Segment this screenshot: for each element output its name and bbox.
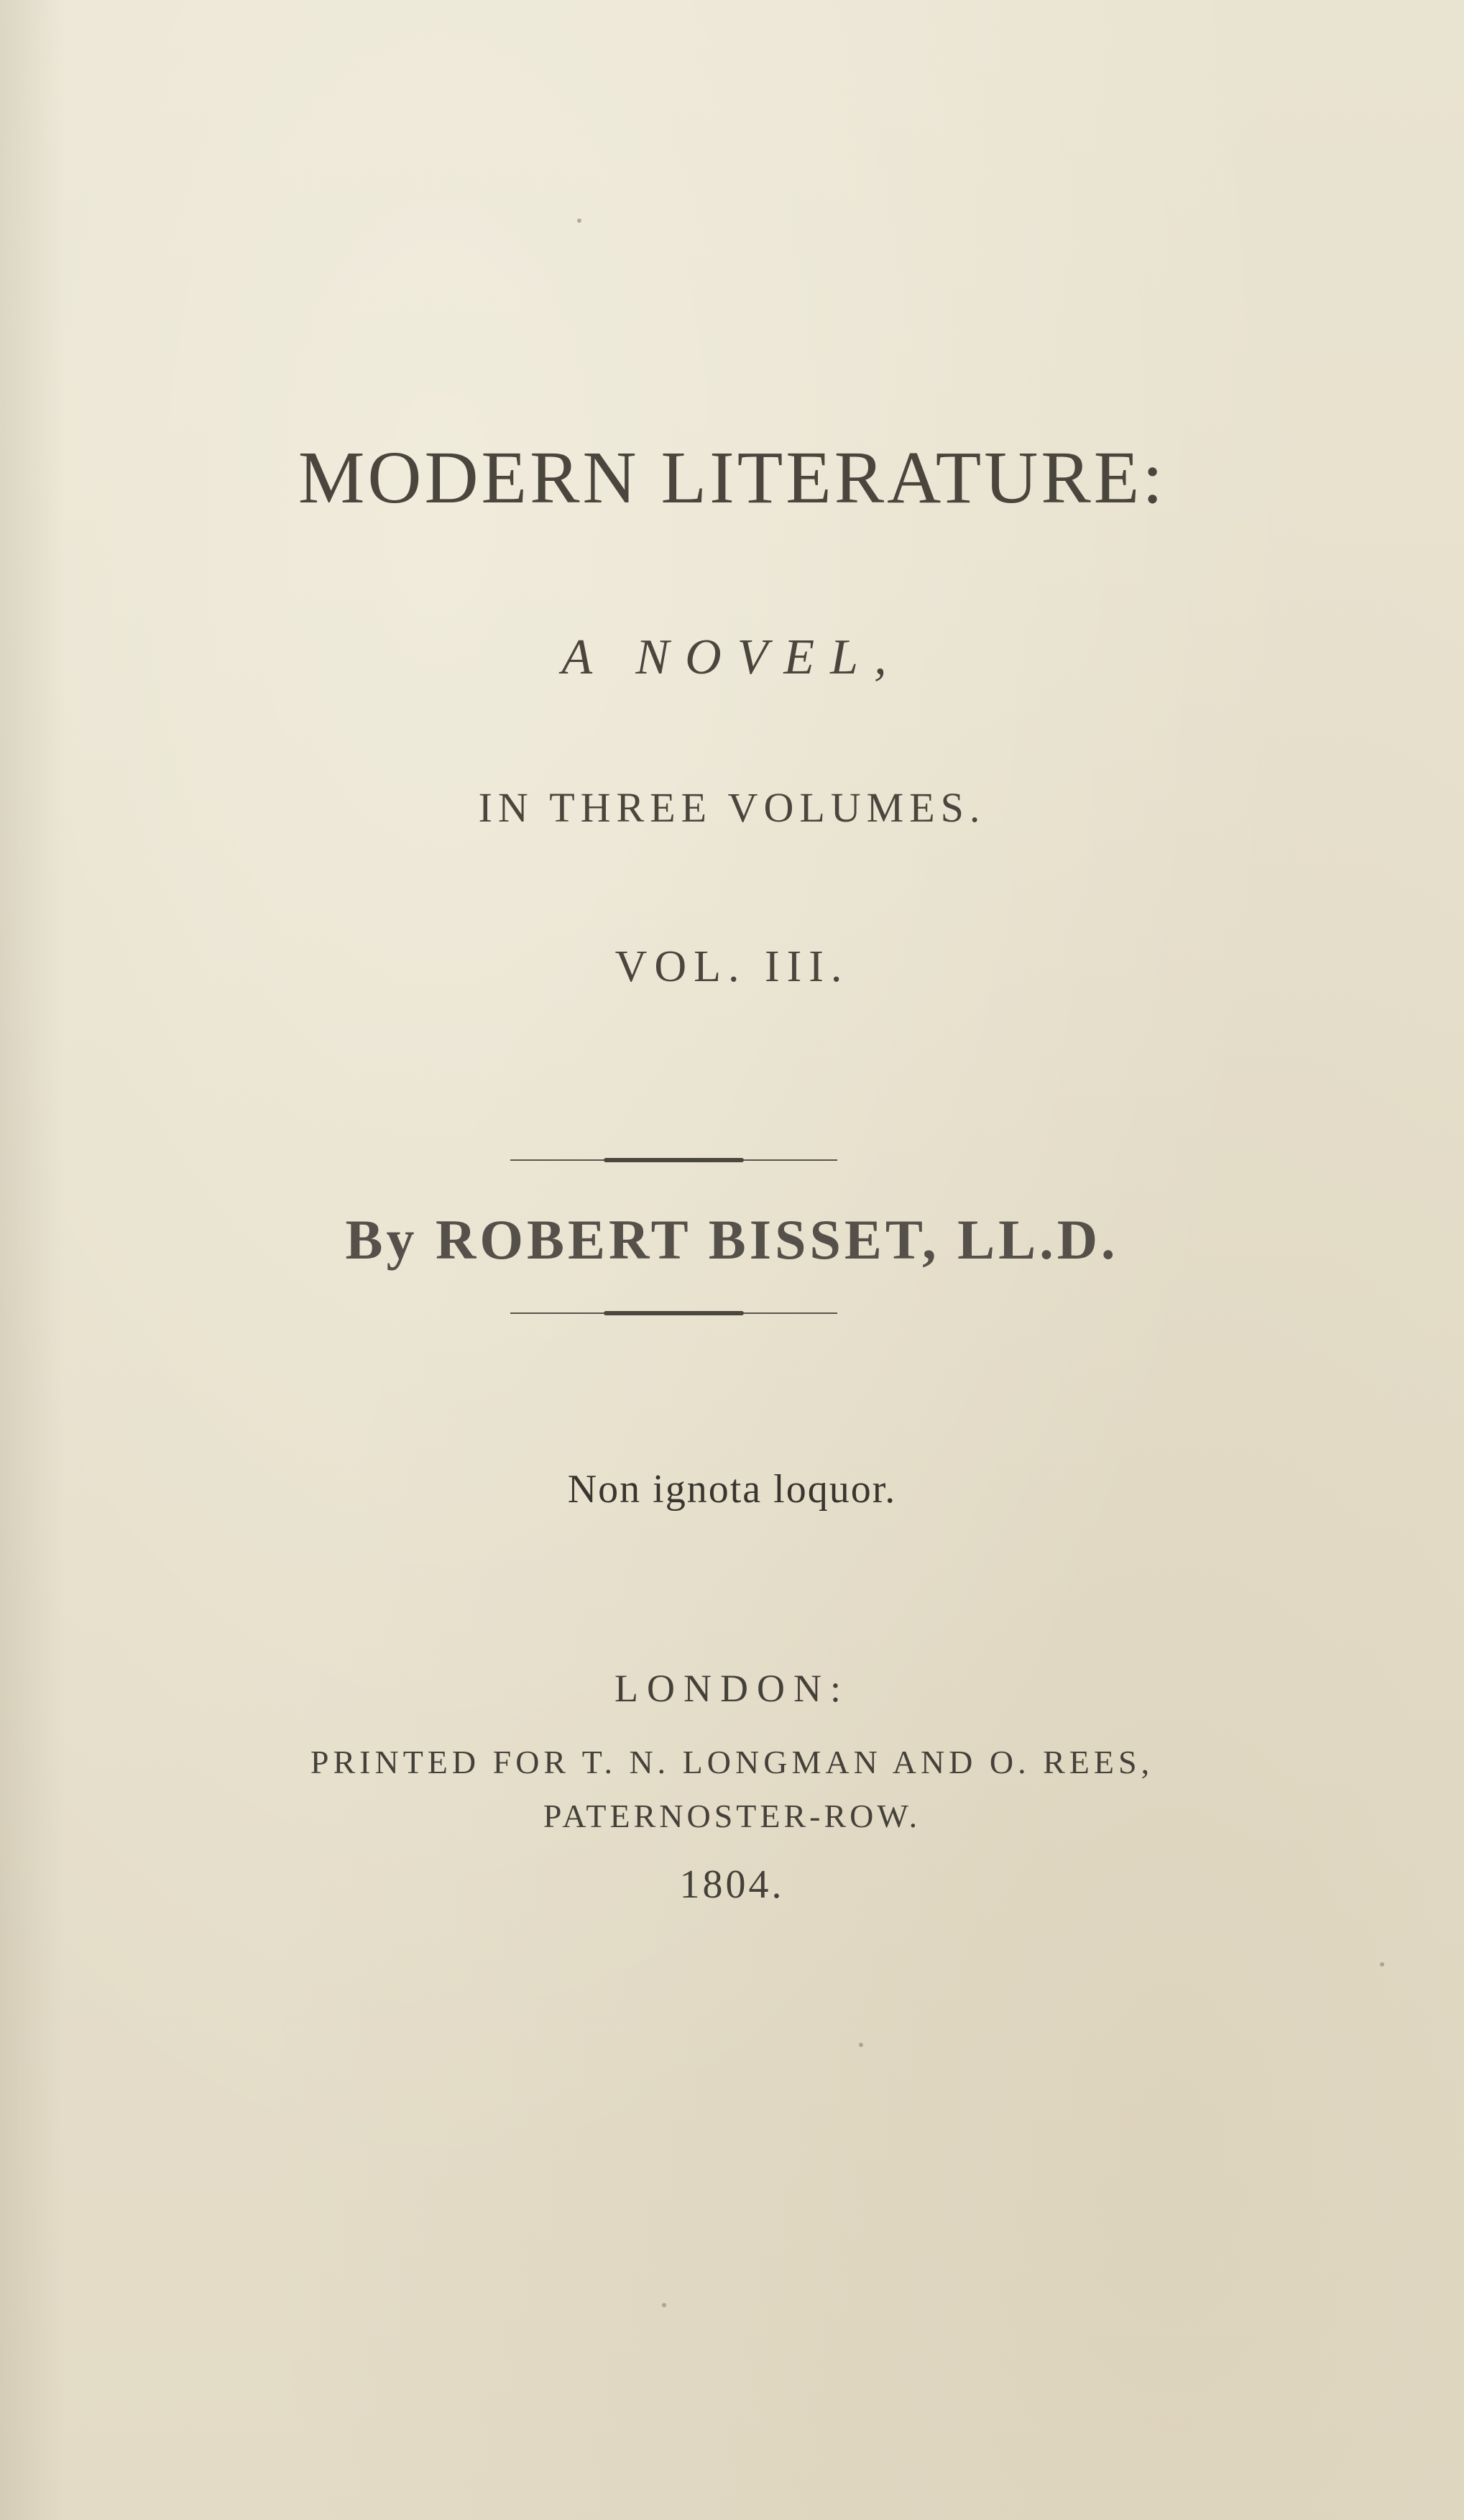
imprint-place: LONDON:: [614, 1667, 850, 1710]
book-subtitle: A NOVEL,: [561, 630, 903, 685]
paper-speck: [859, 2043, 863, 2047]
imprint-year: 1804.: [679, 1862, 785, 1907]
rule-thick-line: [604, 1158, 744, 1162]
paper-speck: [1380, 1962, 1384, 1967]
volumes-line: IN THREE VOLUMES.: [478, 784, 986, 831]
ornamental-rule-top: [510, 1157, 837, 1163]
rule-thick-line: [604, 1311, 744, 1315]
paper-speck: [662, 2303, 666, 2307]
paper-speck: [577, 219, 581, 223]
volume-number: VOL. III.: [614, 942, 850, 991]
ornamental-rule-bottom: [510, 1310, 837, 1316]
motto: Non ignota loquor.: [567, 1467, 897, 1512]
book-title: MODERN LITERATURE:: [298, 436, 1166, 519]
author-line: By ROBERT BISSET, LL.D.: [345, 1208, 1119, 1271]
imprint-street: PATERNOSTER-ROW.: [543, 1798, 921, 1834]
imprint-printer: PRINTED FOR T. N. LONGMAN AND O. REES,: [310, 1744, 1154, 1780]
